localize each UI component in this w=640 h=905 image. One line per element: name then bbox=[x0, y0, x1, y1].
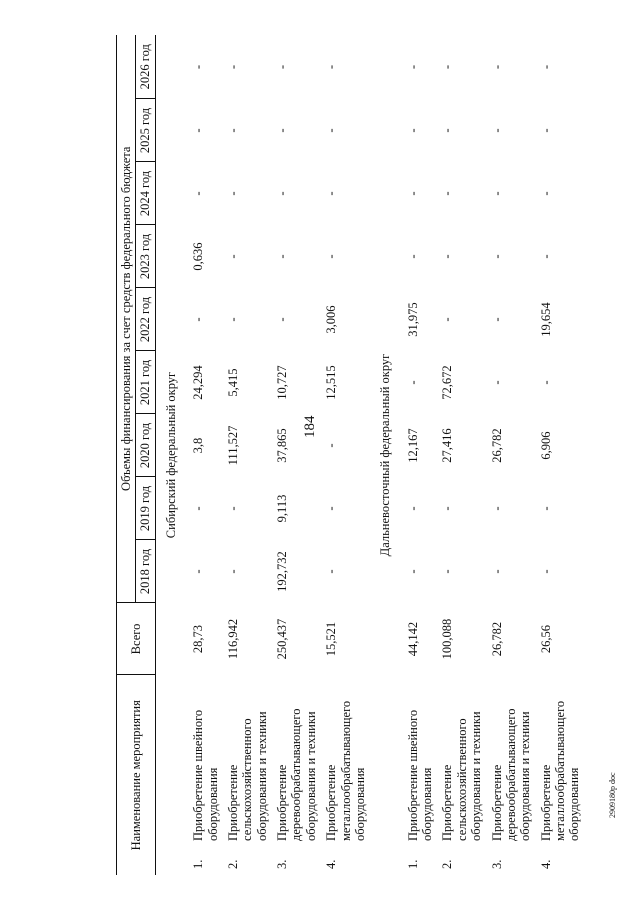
row-value: - bbox=[405, 380, 420, 385]
row-value: - bbox=[489, 254, 504, 259]
row-number: 1. bbox=[191, 859, 206, 869]
row-total: 15,521 bbox=[324, 621, 339, 657]
row-value: - bbox=[191, 569, 206, 574]
row-value: - bbox=[225, 317, 240, 322]
row-value: - bbox=[324, 569, 339, 574]
row-value: - bbox=[225, 128, 240, 133]
table-row bbox=[223, 35, 272, 875]
row-value: 111,527 bbox=[225, 425, 240, 466]
header-year: 2023 год bbox=[136, 225, 155, 288]
row-name: Приобретение металлообрабатывающего оборудования bbox=[538, 700, 582, 841]
row-value: - bbox=[405, 128, 420, 133]
header-year: 2024 год bbox=[136, 162, 155, 225]
row-value: - bbox=[538, 64, 553, 70]
row-value: - bbox=[191, 64, 206, 70]
row-value: 12,167 bbox=[405, 428, 420, 463]
row-total: 116,942 bbox=[225, 618, 240, 660]
row-value: - bbox=[225, 64, 240, 70]
rotated-table-container bbox=[116, 35, 582, 875]
row-value: - bbox=[191, 191, 206, 196]
header-year: 2026 год bbox=[136, 35, 155, 99]
document-footer: 2909180р doc bbox=[608, 772, 617, 818]
row-value: - bbox=[538, 569, 553, 574]
header-year: 2022 год bbox=[136, 288, 155, 351]
header-group-cell: Объемы финансирования за счет средств федерального бюджета bbox=[117, 35, 136, 603]
header-total-cell: Всего bbox=[117, 603, 156, 675]
row-value: - bbox=[225, 254, 240, 259]
row-value: - bbox=[324, 128, 339, 133]
row-value: 9,113 bbox=[275, 494, 289, 523]
row-value: - bbox=[275, 254, 289, 259]
financing-table bbox=[116, 35, 585, 875]
row-value: 12,515 bbox=[324, 365, 339, 400]
row-value: - bbox=[324, 254, 339, 259]
row-value: - bbox=[538, 380, 553, 385]
row-value: - bbox=[275, 317, 289, 322]
row-total: 26,56 bbox=[538, 624, 553, 654]
table-row bbox=[403, 35, 438, 875]
row-number: 3. bbox=[489, 859, 504, 869]
row-number: 2. bbox=[440, 859, 455, 869]
row-value: - bbox=[275, 64, 289, 70]
table-row bbox=[487, 35, 536, 875]
row-value: 72,672 bbox=[440, 365, 455, 400]
row-value: - bbox=[440, 64, 455, 70]
row-value: - bbox=[225, 569, 240, 574]
row-number: 4. bbox=[538, 859, 553, 869]
row-value: 3,8 bbox=[191, 437, 206, 454]
row-value: - bbox=[324, 64, 339, 70]
header-year: 2019 год bbox=[136, 477, 155, 540]
row-value: 6,906 bbox=[538, 431, 553, 460]
row-value: 5,415 bbox=[225, 368, 240, 397]
row-value: - bbox=[538, 191, 553, 196]
row-value: - bbox=[489, 64, 504, 70]
header-year: 2025 год bbox=[136, 99, 155, 162]
row-value: - bbox=[225, 191, 240, 196]
region-row bbox=[155, 35, 188, 875]
table-row bbox=[188, 35, 223, 875]
table-row bbox=[321, 35, 370, 875]
row-name: Приобретение деревообрабатывающего оборудования и техники bbox=[489, 708, 533, 841]
row-value: - bbox=[405, 191, 420, 196]
row-total: 100,088 bbox=[440, 618, 455, 660]
row-value: - bbox=[191, 506, 206, 511]
row-value: - bbox=[489, 506, 504, 511]
table-row bbox=[272, 35, 321, 875]
row-value: 10,727 bbox=[275, 365, 289, 400]
row-value: - bbox=[440, 317, 455, 322]
row-total: 44,142 bbox=[405, 621, 420, 657]
row-value: - bbox=[405, 569, 420, 574]
page-number: 184 bbox=[302, 415, 318, 438]
row-value: 26,782 bbox=[489, 428, 504, 463]
row-value: - bbox=[324, 443, 339, 448]
row-value: - bbox=[275, 128, 289, 133]
row-name: Приобретение швейного оборудования bbox=[405, 709, 434, 841]
row-value: - bbox=[440, 506, 455, 511]
row-value: 37,865 bbox=[275, 428, 289, 463]
row-value: - bbox=[538, 254, 553, 259]
row-number: 4. bbox=[324, 859, 339, 869]
row-number: 3. bbox=[275, 859, 289, 869]
row-value: - bbox=[191, 317, 206, 322]
row-value: - bbox=[489, 380, 504, 385]
row-total: 26,782 bbox=[489, 621, 504, 657]
table-row bbox=[536, 35, 585, 875]
header-year: 2018 год bbox=[136, 540, 155, 603]
row-name: Приобретение сельскохозяйственного оборудования и техники bbox=[440, 711, 484, 841]
header-year: 2020 год bbox=[136, 414, 155, 477]
row-value: - bbox=[191, 128, 206, 133]
row-value: - bbox=[440, 191, 455, 196]
row-name: Приобретение металлообрабатывающего оборудования bbox=[324, 700, 367, 841]
row-value: - bbox=[324, 191, 339, 196]
row-value: 27,416 bbox=[440, 428, 455, 463]
row-value: 19,654 bbox=[538, 302, 553, 337]
row-value: 0,636 bbox=[191, 242, 206, 271]
row-value: - bbox=[440, 128, 455, 133]
row-value: 192,732 bbox=[275, 551, 289, 592]
row-value: - bbox=[489, 128, 504, 133]
row-value: - bbox=[538, 128, 553, 133]
row-value: - bbox=[440, 254, 455, 259]
row-value: 24,294 bbox=[191, 365, 206, 400]
row-value: - bbox=[275, 191, 289, 196]
row-value: - bbox=[405, 254, 420, 259]
row-value: - bbox=[405, 64, 420, 70]
row-number: 2. bbox=[225, 859, 240, 869]
region-title: Сибирский федеральный округ bbox=[163, 371, 178, 539]
row-value: - bbox=[225, 506, 240, 511]
row-value: - bbox=[324, 506, 339, 511]
row-name: Приобретение швейного оборудования bbox=[191, 709, 220, 841]
region-row bbox=[370, 35, 402, 875]
table-row bbox=[437, 35, 486, 875]
header-year: 2021 год bbox=[136, 351, 155, 414]
row-value: 3,006 bbox=[324, 305, 339, 334]
row-total: 28,73 bbox=[191, 624, 206, 654]
row-value: - bbox=[489, 317, 504, 322]
header-name-cell: Наименование мероприятия bbox=[117, 675, 156, 875]
row-value: - bbox=[489, 569, 504, 574]
row-value: - bbox=[405, 506, 420, 511]
row-name: Приобретение сельскохозяйственного оборудования и техники bbox=[225, 711, 269, 841]
row-value: - bbox=[538, 506, 553, 511]
row-total: 250,437 bbox=[275, 618, 289, 660]
header-row-1 bbox=[117, 35, 136, 875]
row-name: Приобретение деревообрабатывающего оборудования и техники bbox=[275, 708, 318, 841]
table-body bbox=[155, 35, 585, 875]
row-value: 31,975 bbox=[405, 302, 420, 337]
row-number: 1. bbox=[405, 859, 420, 869]
region-title: Дальневосточный федеральный округ bbox=[378, 353, 393, 557]
row-value: - bbox=[489, 191, 504, 196]
row-value: - bbox=[440, 569, 455, 574]
